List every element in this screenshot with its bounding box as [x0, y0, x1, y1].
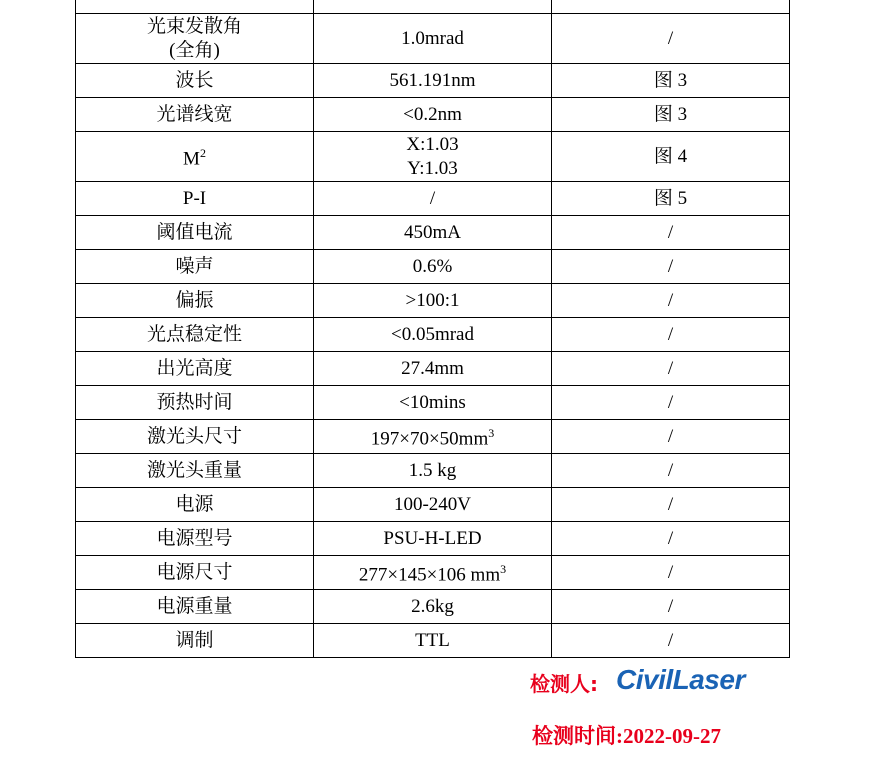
ref-cell [552, 0, 790, 14]
param-text-line2: (全角) [169, 39, 220, 61]
param-cell: 光谱线宽 [76, 98, 314, 132]
table-row [76, 64, 790, 98]
table-row [76, 454, 790, 488]
value-text: X:1.03 [406, 133, 459, 155]
table-row [76, 98, 790, 132]
table-row [76, 250, 790, 284]
ref-cell: / [552, 556, 790, 590]
value-cell: 450mA [314, 216, 552, 250]
value-superscript: 3 [500, 562, 507, 577]
table-row [76, 624, 790, 658]
value-cell: 2.6kg [314, 590, 552, 624]
param-superscript: 2 [199, 146, 206, 161]
ref-cell: / [552, 522, 790, 556]
param-cell: 波长 [76, 64, 314, 98]
value-text-line2: Y:1.03 [407, 157, 458, 179]
table-row [76, 182, 790, 216]
ref-cell: / [552, 454, 790, 488]
value-cell: PSU-H-LED [314, 522, 552, 556]
value-cell: 1.5 kg [314, 454, 552, 488]
value-cell: <0.05mrad [314, 318, 552, 352]
value-text: 277×145×106 mm [358, 564, 501, 586]
value-cell: 561.191nm [314, 64, 552, 98]
ref-cell: / [552, 386, 790, 420]
param-cell: 电源 [76, 488, 314, 522]
param-cell: 调制 [76, 624, 314, 658]
table-row [76, 0, 790, 14]
ref-cell: / [552, 590, 790, 624]
value-cell [314, 0, 552, 14]
table-row [76, 590, 790, 624]
param-cell: 阈值电流 [76, 216, 314, 250]
param-cell: 激光头重量 [76, 454, 314, 488]
ref-cell: / [552, 284, 790, 318]
ref-cell: 图 4 [552, 132, 790, 182]
param-cell: 光点稳定性 [76, 318, 314, 352]
value-cell: TTL [314, 624, 552, 658]
value-cell: 0.6% [314, 250, 552, 284]
param-text: 光束发散角 [146, 15, 242, 37]
value-cell: / [314, 182, 552, 216]
tester-label: 检测人: [530, 672, 598, 696]
civillaser-logo: CivilLaser [616, 664, 745, 695]
param-cell: 电源型号 [76, 522, 314, 556]
param-cell [76, 0, 314, 14]
ref-cell: / [552, 488, 790, 522]
ref-cell: 图 5 [552, 182, 790, 216]
table-row [76, 318, 790, 352]
table-row [76, 420, 790, 454]
table-row [76, 216, 790, 250]
table-row [76, 284, 790, 318]
value-cell [314, 420, 552, 454]
table-row [76, 14, 790, 64]
table-row [76, 386, 790, 420]
spec-table [75, 0, 790, 658]
spec-table-container [75, 0, 789, 658]
test-date: 检测时间:2022-09-27 [532, 724, 721, 748]
table-row [76, 132, 790, 182]
value-cell: >100:1 [314, 284, 552, 318]
value-superscript: 3 [488, 426, 495, 441]
param-cell: 激光头尺寸 [76, 420, 314, 454]
value-cell: 1.0mrad [314, 14, 552, 64]
value-cell: 27.4mm [314, 352, 552, 386]
value-cell [314, 556, 552, 590]
ref-cell: / [552, 624, 790, 658]
value-cell [314, 132, 552, 182]
value-cell: <10mins [314, 386, 552, 420]
param-cell: 电源尺寸 [76, 556, 314, 590]
table-row [76, 556, 790, 590]
ref-cell: / [552, 318, 790, 352]
table-row [76, 522, 790, 556]
table-row [76, 352, 790, 386]
value-text [396, 0, 468, 3]
param-cell: 电源重量 [76, 590, 314, 624]
param-cell: 出光高度 [76, 352, 314, 386]
ref-cell: / [552, 216, 790, 250]
value-cell: 100-240V [314, 488, 552, 522]
param-cell [76, 14, 314, 64]
param-text: M [183, 148, 200, 170]
ref-cell: / [552, 14, 790, 64]
param-cell: 偏振 [76, 284, 314, 318]
ref-cell: / [552, 250, 790, 284]
ref-cell: 图 3 [552, 98, 790, 132]
param-cell: 噪声 [76, 250, 314, 284]
param-cell: P-I [76, 182, 314, 216]
param-cell: 预热时间 [76, 386, 314, 420]
value-text: 197×70×50mm [370, 428, 489, 450]
value-cell: <0.2nm [314, 98, 552, 132]
ref-cell: 图 3 [552, 64, 790, 98]
ref-cell: / [552, 352, 790, 386]
table-row [76, 488, 790, 522]
ref-cell: / [552, 420, 790, 454]
param-cell [76, 132, 314, 182]
